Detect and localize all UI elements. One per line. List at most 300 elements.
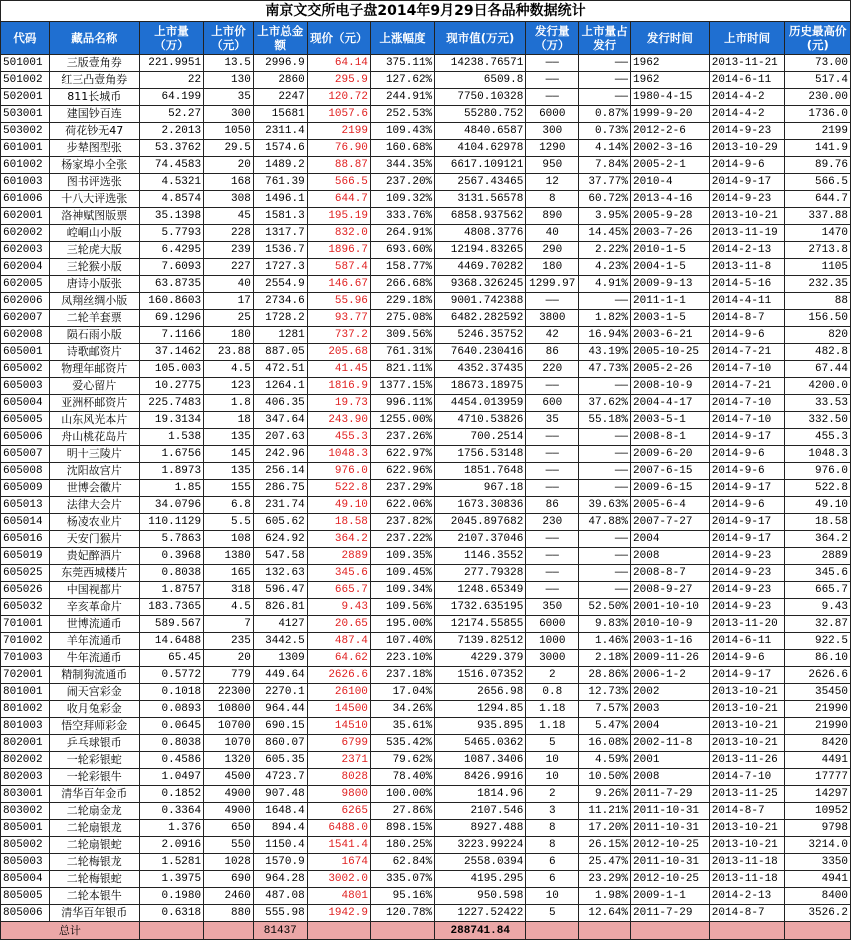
cell-listed-price: 308 — [204, 191, 254, 208]
cell-listing-date: 2014-4-2 — [709, 89, 785, 106]
cell-listed-qty: 7.6093 — [139, 259, 203, 276]
cell-name: 悟空拜师彩金 — [49, 718, 139, 735]
cell-issue-date: 2004 — [631, 531, 710, 548]
cell-rise-pct: 107.40% — [370, 633, 434, 650]
cell-listed-amount: 1536.7 — [253, 242, 307, 259]
cell-name: 东莞西城楼片 — [49, 565, 139, 582]
cell-listed-amount: 1570.9 — [253, 854, 307, 871]
cell-issue-qty: —— — [526, 480, 579, 497]
cell-market-value: 2558.0394 — [435, 854, 526, 871]
cell-listing-date: 2014-5-16 — [709, 276, 785, 293]
cell-listed-qty: 53.3762 — [139, 140, 203, 157]
cell-listing-date: 2013-11-20 — [709, 616, 785, 633]
total-amount: 81437 — [253, 922, 307, 940]
cell-listed-price: 690 — [204, 871, 254, 888]
cell-issue-qty: 40 — [526, 225, 579, 242]
cell-listed-ratio: 4.59% — [579, 752, 631, 769]
cell-issue-date: 2007-7-27 — [631, 514, 710, 531]
cell-code: 605032 — [1, 599, 50, 616]
cell-listed-qty: 0.3364 — [139, 803, 203, 820]
cell-current-price: 8028 — [307, 769, 370, 786]
col-header-market-value: 现市值(万元) — [435, 22, 526, 55]
cell-listed-ratio: 17.20% — [579, 820, 631, 837]
table-row — [1, 871, 851, 888]
cell-code: 801002 — [1, 701, 50, 718]
table-row — [1, 446, 851, 463]
cell-current-price: 2371 — [307, 752, 370, 769]
cell-rise-pct: 35.61% — [370, 718, 434, 735]
cell-listed-amount: 547.58 — [253, 548, 307, 565]
cell-rise-pct: 17.04% — [370, 684, 434, 701]
cell-market-value: 6617.109121 — [435, 157, 526, 174]
cell-issue-qty: 2 — [526, 667, 579, 684]
cell-issue-date: 2011-7-29 — [631, 905, 710, 922]
cell-current-price: 14500 — [307, 701, 370, 718]
cell-code: 605006 — [1, 429, 50, 446]
cell-name: 世博流通币 — [49, 616, 139, 633]
cell-name: 辛亥革命片 — [49, 599, 139, 616]
cell-rise-pct: 109.45% — [370, 565, 434, 582]
cell-name: 凤翔丝绸小版 — [49, 293, 139, 310]
cell-listing-date: 2014-2-13 — [709, 242, 785, 259]
cell-listing-date: 2013-10-29 — [709, 140, 785, 157]
cell-market-value: 4454.013959 — [435, 395, 526, 412]
cell-listed-price: 155 — [204, 480, 254, 497]
cell-listed-qty: 0.0893 — [139, 701, 203, 718]
cell-market-value: 4229.379 — [435, 650, 526, 667]
cell-listed-amount: 242.96 — [253, 446, 307, 463]
cell-rise-pct: 27.86% — [370, 803, 434, 820]
cell-historic-high: 337.88 — [785, 208, 851, 225]
cell-issue-qty: —— — [526, 378, 579, 395]
cell-code: 501002 — [1, 72, 50, 89]
cell-issue-qty: 10 — [526, 769, 579, 786]
cell-listed-price: 318 — [204, 582, 254, 599]
cell-historic-high: 17777 — [785, 769, 851, 786]
cell-historic-high: 922.5 — [785, 633, 851, 650]
table-row — [1, 497, 851, 514]
cell-issue-date: 2012-2-6 — [631, 123, 710, 140]
table-row — [1, 684, 851, 701]
table-row — [1, 888, 851, 905]
cell-listing-date: 2014-7-10 — [709, 395, 785, 412]
cell-issue-qty: 220 — [526, 361, 579, 378]
cell-listing-date: 2014-7-21 — [709, 378, 785, 395]
table-row — [1, 667, 851, 684]
cell-listed-price: 228 — [204, 225, 254, 242]
cell-market-value: 1673.30836 — [435, 497, 526, 514]
cell-listed-ratio: 28.86% — [579, 667, 631, 684]
cell-listed-ratio: 16.08% — [579, 735, 631, 752]
cell-name: 洛神赋图版票 — [49, 208, 139, 225]
cell-market-value: 14238.76571 — [435, 55, 526, 72]
cell-name: 步辇图型张 — [49, 140, 139, 157]
table-row — [1, 89, 851, 106]
cell-listed-ratio: 26.15% — [579, 837, 631, 854]
cell-current-price: 665.7 — [307, 582, 370, 599]
cell-rise-pct: 158.77% — [370, 259, 434, 276]
cell-code: 802003 — [1, 769, 50, 786]
cell-issue-date: 2004-4-17 — [631, 395, 710, 412]
total-empty — [139, 922, 203, 940]
cell-historic-high: 88 — [785, 293, 851, 310]
cell-listed-amount: 894.4 — [253, 820, 307, 837]
cell-name: 杨家埠小全张 — [49, 157, 139, 174]
cell-name: 精制狗流通币 — [49, 667, 139, 684]
cell-issue-date: 2011-7-29 — [631, 786, 710, 803]
cell-listed-price: 135 — [204, 463, 254, 480]
cell-market-value: 12194.83265 — [435, 242, 526, 259]
col-header-current-price: 现价（元） — [307, 22, 370, 55]
cell-listing-date: 2014-9-17 — [709, 429, 785, 446]
cell-rise-pct: 109.56% — [370, 599, 434, 616]
cell-code: 805004 — [1, 871, 50, 888]
cell-listed-ratio: 4.91% — [579, 276, 631, 293]
cell-historic-high: 522.8 — [785, 480, 851, 497]
cell-issue-date: 2001 — [631, 752, 710, 769]
cell-historic-high: 665.7 — [785, 582, 851, 599]
cell-issue-date: 2011-1-1 — [631, 293, 710, 310]
cell-issue-date: 2003-5-1 — [631, 412, 710, 429]
table-row — [1, 395, 851, 412]
cell-market-value: 700.2514 — [435, 429, 526, 446]
cell-code: 803001 — [1, 786, 50, 803]
cell-listed-price: 29.5 — [204, 140, 254, 157]
cell-issue-qty: 10 — [526, 888, 579, 905]
cell-name: 一轮彩银蛇 — [49, 752, 139, 769]
cell-code: 601003 — [1, 174, 50, 191]
cell-listed-qty: 1.8973 — [139, 463, 203, 480]
cell-issue-qty: 5 — [526, 905, 579, 922]
cell-current-price: 364.2 — [307, 531, 370, 548]
cell-listed-ratio: 2.22% — [579, 242, 631, 259]
cell-listed-amount: 2311.4 — [253, 123, 307, 140]
cell-issue-qty: 10 — [526, 752, 579, 769]
table-row — [1, 174, 851, 191]
cell-current-price: 3002.0 — [307, 871, 370, 888]
cell-issue-qty: 3800 — [526, 310, 579, 327]
cell-listed-qty: 1.0497 — [139, 769, 203, 786]
cell-issue-date: 2004 — [631, 718, 710, 735]
cell-historic-high: 3526.2 — [785, 905, 851, 922]
cell-name: 红三凸壹角券 — [49, 72, 139, 89]
cell-issue-qty: —— — [526, 89, 579, 106]
cell-name: 法律大会片 — [49, 497, 139, 514]
cell-issue-qty: 3000 — [526, 650, 579, 667]
cell-listed-ratio: 4.23% — [579, 259, 631, 276]
col-header-listed-qty: 上市量（万） — [139, 22, 203, 55]
cell-issue-qty: 8 — [526, 820, 579, 837]
cell-listed-price: 650 — [204, 820, 254, 837]
cell-market-value: 2567.43465 — [435, 174, 526, 191]
cell-listed-qty: 225.7483 — [139, 395, 203, 412]
cell-issue-qty: 3 — [526, 803, 579, 820]
cell-market-value: 55280.752 — [435, 106, 526, 123]
cell-issue-qty: 1.18 — [526, 718, 579, 735]
cell-name: 三轮猴小版 — [49, 259, 139, 276]
total-empty — [631, 922, 710, 940]
cell-listed-ratio: 3.95% — [579, 208, 631, 225]
cell-rise-pct: 180.25% — [370, 837, 434, 854]
table-row — [1, 429, 851, 446]
cell-listed-amount: 2247 — [253, 89, 307, 106]
cell-current-price: 76.90 — [307, 140, 370, 157]
cell-code: 601001 — [1, 140, 50, 157]
cell-listed-amount: 472.51 — [253, 361, 307, 378]
cell-listed-qty: 34.0796 — [139, 497, 203, 514]
cell-listed-amount: 887.05 — [253, 344, 307, 361]
sheet-title: 南京文交所电子盘2014年9月29日各品种数据统计 — [1, 1, 851, 22]
cell-code: 602001 — [1, 208, 50, 225]
cell-listed-ratio: —— — [579, 582, 631, 599]
cell-listed-amount: 690.15 — [253, 718, 307, 735]
cell-listing-date: 2014-8-7 — [709, 905, 785, 922]
cell-current-price: 41.45 — [307, 361, 370, 378]
cell-current-price: 88.87 — [307, 157, 370, 174]
table-row — [1, 463, 851, 480]
cell-issue-date: 1962 — [631, 55, 710, 72]
cell-listed-qty: 65.45 — [139, 650, 203, 667]
cell-listed-ratio: —— — [579, 55, 631, 72]
cell-issue-date: 2008-9-27 — [631, 582, 710, 599]
cell-name: 沈阳故宫片 — [49, 463, 139, 480]
cell-listed-qty: 0.6318 — [139, 905, 203, 922]
cell-rise-pct: 1255.00% — [370, 412, 434, 429]
cell-listing-date: 2014-9-6 — [709, 327, 785, 344]
cell-issue-qty: 1.18 — [526, 701, 579, 718]
cell-market-value: 2107.546 — [435, 803, 526, 820]
cell-listing-date: 2013-11-25 — [709, 786, 785, 803]
cell-market-value: 2107.37046 — [435, 531, 526, 548]
cell-historic-high: 141.9 — [785, 140, 851, 157]
cell-listed-amount: 596.47 — [253, 582, 307, 599]
cell-name: 崆峒山小版 — [49, 225, 139, 242]
cell-market-value: 950.598 — [435, 888, 526, 905]
cell-current-price: 9800 — [307, 786, 370, 803]
table-row — [1, 752, 851, 769]
cell-name: 清华百年金币 — [49, 786, 139, 803]
cell-current-price: 55.96 — [307, 293, 370, 310]
cell-listed-price: 13.5 — [204, 55, 254, 72]
cell-rise-pct: 821.11% — [370, 361, 434, 378]
cell-listed-price: 550 — [204, 837, 254, 854]
cell-listed-amount: 1574.6 — [253, 140, 307, 157]
cell-issue-date: 2009-6-15 — [631, 480, 710, 497]
cell-listed-amount: 1317.7 — [253, 225, 307, 242]
table-row — [1, 599, 851, 616]
cell-historic-high: 9.43 — [785, 599, 851, 616]
cell-current-price: 205.68 — [307, 344, 370, 361]
table-row — [1, 225, 851, 242]
cell-historic-high: 4200.0 — [785, 378, 851, 395]
cell-issue-date: 2001-10-10 — [631, 599, 710, 616]
cell-issue-qty: 300 — [526, 123, 579, 140]
cell-issue-qty: —— — [526, 565, 579, 582]
cell-name: 二轮梅银蛇 — [49, 871, 139, 888]
cell-issue-date: 2008 — [631, 548, 710, 565]
cell-rise-pct: 95.16% — [370, 888, 434, 905]
cell-rise-pct: 996.11% — [370, 395, 434, 412]
cell-listing-date: 2013-11-18 — [709, 854, 785, 871]
total-empty — [709, 922, 785, 940]
table-row — [1, 803, 851, 820]
cell-listed-qty: 183.7365 — [139, 599, 203, 616]
cell-issue-qty: —— — [526, 463, 579, 480]
table-row — [1, 276, 851, 293]
cell-listed-amount: 624.92 — [253, 531, 307, 548]
cell-name: 中国视都片 — [49, 582, 139, 599]
cell-listed-price: 108 — [204, 531, 254, 548]
cell-listed-ratio: 7.84% — [579, 157, 631, 174]
cell-name: 清华百年银币 — [49, 905, 139, 922]
cell-listed-amount: 2860 — [253, 72, 307, 89]
cell-code: 701001 — [1, 616, 50, 633]
cell-listing-date: 2014-6-11 — [709, 72, 785, 89]
cell-current-price: 1048.3 — [307, 446, 370, 463]
cell-listed-amount: 2734.6 — [253, 293, 307, 310]
cell-code: 802001 — [1, 735, 50, 752]
cell-historic-high: 332.50 — [785, 412, 851, 429]
cell-listing-date: 2014-9-17 — [709, 531, 785, 548]
cell-listed-price: 45 — [204, 208, 254, 225]
cell-rise-pct: 898.15% — [370, 820, 434, 837]
cell-rise-pct: 237.26% — [370, 429, 434, 446]
cell-listed-ratio: 25.47% — [579, 854, 631, 871]
cell-name: 荷花钞无47 — [49, 123, 139, 140]
cell-listing-date: 2013-10-21 — [709, 208, 785, 225]
cell-historic-high: 4491 — [785, 752, 851, 769]
cell-market-value: 1248.65349 — [435, 582, 526, 599]
cell-market-value: 2656.98 — [435, 684, 526, 701]
cell-listed-amount: 1281 — [253, 327, 307, 344]
cell-issue-qty: —— — [526, 72, 579, 89]
cell-issue-qty: 5 — [526, 735, 579, 752]
total-label: 总计 — [1, 922, 140, 940]
cell-listed-amount: 1264.1 — [253, 378, 307, 395]
cell-name: 二轮本银牛 — [49, 888, 139, 905]
cell-issue-qty: 6000 — [526, 616, 579, 633]
cell-current-price: 2889 — [307, 548, 370, 565]
table-row — [1, 378, 851, 395]
cell-listing-date: 2013-11-18 — [709, 871, 785, 888]
cell-listed-ratio: 0.73% — [579, 123, 631, 140]
cell-issue-qty: 12 — [526, 174, 579, 191]
cell-issue-qty: 0.8 — [526, 684, 579, 701]
cell-listed-qty: 5.7863 — [139, 531, 203, 548]
cell-issue-qty: —— — [526, 531, 579, 548]
cell-market-value: 1227.52422 — [435, 905, 526, 922]
cell-rise-pct: 109.35% — [370, 548, 434, 565]
cell-issue-qty: 1000 — [526, 633, 579, 650]
cell-listing-date: 2014-9-23 — [709, 599, 785, 616]
cell-name: 亚洲杯邮资片 — [49, 395, 139, 412]
table-row — [1, 293, 851, 310]
cell-listed-price: 4900 — [204, 803, 254, 820]
cell-listed-qty: 4.8574 — [139, 191, 203, 208]
table-row — [1, 208, 851, 225]
cell-issue-qty: 8 — [526, 191, 579, 208]
cell-listed-price: 25 — [204, 310, 254, 327]
cell-listing-date: 2013-10-21 — [709, 718, 785, 735]
cell-issue-qty: 6 — [526, 871, 579, 888]
cell-name: 三轮虎大版 — [49, 242, 139, 259]
cell-market-value: 1732.635195 — [435, 599, 526, 616]
cell-listed-qty: 6.4295 — [139, 242, 203, 259]
cell-issue-qty: 230 — [526, 514, 579, 531]
cell-rise-pct: 622.97% — [370, 446, 434, 463]
cell-listing-date: 2014-6-11 — [709, 633, 785, 650]
col-header-name: 藏品名称 — [49, 22, 139, 55]
cell-market-value: 4195.295 — [435, 871, 526, 888]
table-row — [1, 412, 851, 429]
cell-issue-date: 2002-11-8 — [631, 735, 710, 752]
cell-listed-qty: 0.8038 — [139, 735, 203, 752]
cell-code: 801003 — [1, 718, 50, 735]
col-header-listed-ratio: 上市量占发行 — [579, 22, 631, 55]
cell-historic-high: 32.87 — [785, 616, 851, 633]
cell-issue-qty: —— — [526, 548, 579, 565]
cell-historic-high: 232.35 — [785, 276, 851, 293]
cell-code: 805002 — [1, 837, 50, 854]
cell-listed-amount: 2554.9 — [253, 276, 307, 293]
cell-listed-qty: 19.3134 — [139, 412, 203, 429]
cell-code: 605014 — [1, 514, 50, 531]
cell-issue-qty: 86 — [526, 497, 579, 514]
cell-historic-high: 8420 — [785, 735, 851, 752]
cell-listing-date: 2014-8-7 — [709, 310, 785, 327]
cell-name: 山东风光本片 — [49, 412, 139, 429]
cell-listed-qty: 0.1852 — [139, 786, 203, 803]
cell-listed-amount: 1648.4 — [253, 803, 307, 820]
cell-current-price: 1942.9 — [307, 905, 370, 922]
cell-listed-qty: 10.2775 — [139, 378, 203, 395]
cell-listed-amount: 2996.9 — [253, 55, 307, 72]
cell-issue-qty: 6000 — [526, 106, 579, 123]
cell-rise-pct: 335.07% — [370, 871, 434, 888]
cell-name: 建国钞百连 — [49, 106, 139, 123]
cell-listed-price: 6.8 — [204, 497, 254, 514]
cell-historic-high: 1105 — [785, 259, 851, 276]
cell-current-price: 9.43 — [307, 599, 370, 616]
table-row — [1, 854, 851, 871]
cell-code: 503001 — [1, 106, 50, 123]
cell-issue-qty: 6 — [526, 854, 579, 871]
cell-listed-amount: 207.63 — [253, 429, 307, 446]
cell-listed-amount: 406.35 — [253, 395, 307, 412]
cell-listed-amount: 826.81 — [253, 599, 307, 616]
cell-name: 一轮彩银牛 — [49, 769, 139, 786]
cell-market-value: 1294.85 — [435, 701, 526, 718]
cell-market-value: 2045.897682 — [435, 514, 526, 531]
cell-historic-high: 364.2 — [785, 531, 851, 548]
cell-issue-date: 2012-10-25 — [631, 837, 710, 854]
cell-code: 605003 — [1, 378, 50, 395]
cell-historic-high: 21990 — [785, 701, 851, 718]
col-header-historic-high: 历史最高价(元) — [785, 22, 851, 55]
cell-issue-qty: 8 — [526, 837, 579, 854]
cell-listing-date: 2013-11-19 — [709, 225, 785, 242]
cell-listed-price: 4.5 — [204, 361, 254, 378]
cell-issue-qty: 290 — [526, 242, 579, 259]
cell-listed-ratio: 12.73% — [579, 684, 631, 701]
cell-listed-ratio: 16.94% — [579, 327, 631, 344]
cell-rise-pct: 264.91% — [370, 225, 434, 242]
cell-listed-qty: 221.9951 — [139, 55, 203, 72]
cell-rise-pct: 78.40% — [370, 769, 434, 786]
cell-market-value: 1516.07352 — [435, 667, 526, 684]
cell-market-value: 8927.488 — [435, 820, 526, 837]
cell-historic-high: 86.10 — [785, 650, 851, 667]
